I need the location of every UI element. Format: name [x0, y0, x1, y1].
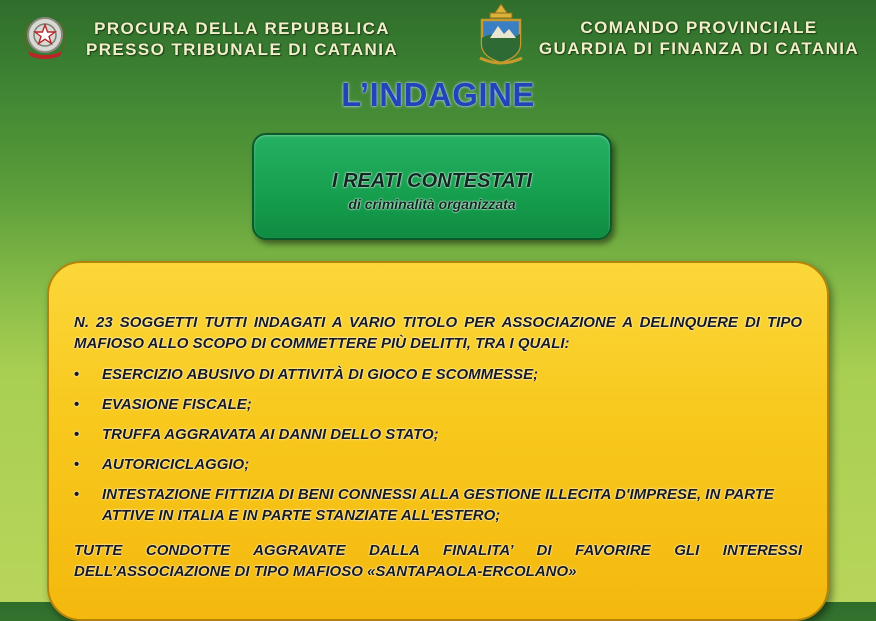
charges-content [74, 312, 802, 582]
list-item-text: EVASIONE FISCALE; [102, 396, 252, 413]
list-item [74, 454, 802, 475]
list-item [74, 484, 802, 526]
bullet-icon: • [74, 456, 80, 473]
gdf-header-line-2: GUARDIA DI FINANZA DI CATANIA [538, 39, 860, 58]
list-item-text: TRUFFA AGGRAVATA AI DANNI DELLO STATO; [102, 426, 439, 443]
prosecutor-office-header [84, 18, 400, 60]
guardia-di-finanza-header [536, 17, 862, 59]
bullet-icon: • [74, 426, 80, 443]
italian-republic-emblem-icon [20, 10, 70, 62]
bullet-icon: • [74, 486, 80, 503]
charges-intro: N. 23 SOGGETTI TUTTI INDAGATI A VARIO TITOLO PER ASSOCIAZIONE A DELINQUERE DI TIPO MAFIOSO ALLO SCOPO DI COMMETTERE PIÙ DELITTI, TRA I QUALI: [74, 314, 802, 352]
topic-subtitle: di criminalità organizzata [348, 196, 516, 212]
prosecutor-header-line-2: PRESSO TRIBUNALE DI CATANIA [85, 40, 398, 59]
list-item-text: INTESTAZIONE FITTIZIA DI BENI CONNESSI ALLA GESTIONE ILLECITA D'IMPRESE, IN PARTE ATTIVE IN ITALIA E IN PARTE STANZIATE ALL'ESTERO; [102, 486, 774, 524]
charges-list [74, 364, 802, 526]
list-item-text: AUTORICICLAGGIO; [102, 456, 250, 473]
page-title: L’INDAGINE [341, 76, 535, 113]
list-item [74, 364, 802, 385]
gdf-header-line-1: COMANDO PROVINCIALE [580, 18, 818, 37]
charges-closing-statement: TUTTE CONDOTTE AGGRAVATE DALLA FINALITA’ DI FAVORIRE GLI INTERESSI DELL’ASSOCIAZIONE DI TIPO MAFIOSO «SANTAPAOLA-ERCOLANO» [74, 542, 802, 580]
charges-topic-box [252, 133, 612, 240]
bullet-icon: • [74, 396, 80, 413]
bullet-icon: • [74, 366, 80, 383]
topic-title: I REATI CONTESTATI [332, 170, 532, 192]
list-item [74, 424, 802, 445]
prosecutor-header-line-1: PROCURA DELLA REPUBBLICA [94, 19, 390, 38]
list-item [74, 394, 802, 415]
guardia-di-finanza-crest-icon [476, 2, 526, 66]
list-item-text: ESERCIZIO ABUSIVO DI ATTIVITÀ DI GIOCO E SCOMMESSE; [102, 366, 539, 383]
